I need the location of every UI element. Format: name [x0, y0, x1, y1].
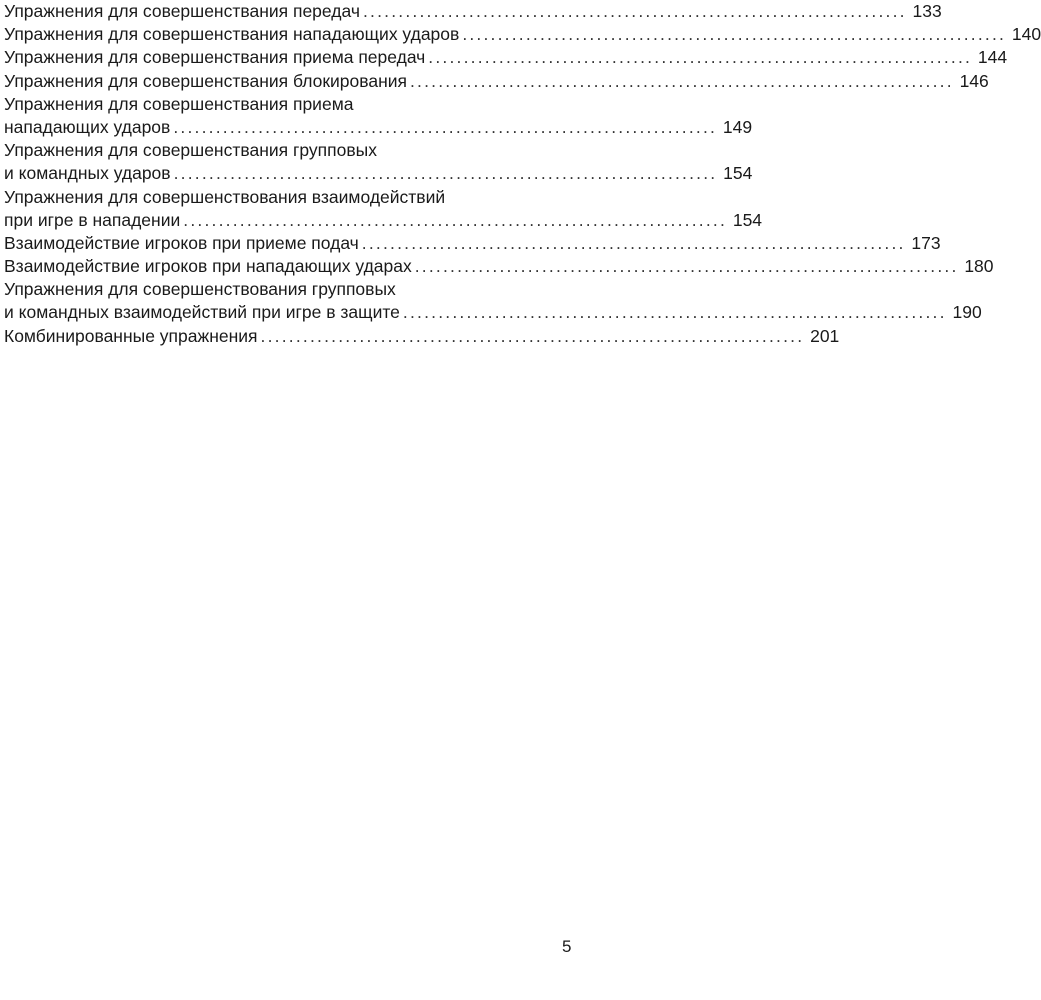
toc-entry-page: 133	[912, 1, 942, 21]
toc-dot-leader: .............................................................................	[362, 1, 907, 21]
toc-entry	[4, 23, 1041, 46]
toc-entry-line	[4, 255, 994, 278]
toc-entry-title: Упражнения для совершенствования групповых	[4, 279, 396, 300]
toc-entry	[4, 186, 763, 232]
toc-entry-line	[4, 232, 941, 255]
toc-entry	[4, 0, 942, 23]
toc-entry-title: и командных ударов	[4, 163, 171, 184]
toc-dot-leader: .............................................................................	[173, 116, 718, 137]
toc-entry-page: 154	[732, 209, 763, 230]
toc-entry-title: Упражнения для совершенствания групповых	[4, 140, 377, 161]
toc-entry-title: нападающих ударов	[4, 116, 171, 137]
toc-dot-leader: .............................................................................	[428, 47, 973, 68]
toc-entry-page: 149	[722, 116, 753, 137]
toc-dot-leader: .............................................................................	[414, 256, 959, 277]
toc-entry	[4, 255, 994, 278]
toc-entry	[4, 93, 753, 139]
toc-entry-page: 173	[911, 232, 941, 253]
toc-entry-line	[4, 93, 570, 116]
toc-entry-line	[4, 0, 942, 23]
toc-entry-title: Взаимодействие игроков при нападающих ударах	[4, 256, 412, 277]
toc-entry-page: 201	[810, 325, 840, 346]
toc-dot-leader: .............................................................................	[361, 232, 906, 253]
toc-entry-title: Взаимодействие игроков при приеме подач	[4, 232, 359, 253]
toc-entry-line	[4, 325, 840, 348]
toc-dot-leader: .............................................................................	[402, 302, 947, 323]
toc-entry-line	[4, 46, 1008, 69]
toc-entry-page: 144	[977, 47, 1008, 68]
toc-entry-title: Упражнения для совершенствания приема передач	[4, 47, 426, 68]
toc-entry-page: 140	[1011, 24, 1041, 45]
toc-entry-title: Упражнения для совершенствания передач	[4, 1, 360, 21]
toc-entry-title: Упражнения для совершенствания блокирования	[4, 70, 407, 91]
toc-entry-page: 180	[964, 256, 994, 277]
toc-entry-title: Комбинированные упражнения	[4, 325, 258, 346]
toc-entry-page: 190	[952, 302, 982, 323]
toc-entry-title: Упражнения для совершенствания приема	[4, 93, 354, 114]
toc-dot-leader: .............................................................................	[260, 325, 805, 346]
toc-entry	[4, 46, 1008, 69]
toc-entry-line	[4, 139, 570, 162]
toc-entry-line	[4, 209, 763, 232]
toc-entry-line	[4, 186, 570, 209]
table-of-contents	[4, 0, 1041, 348]
toc-entry-line	[4, 278, 570, 301]
toc-dot-leader: .............................................................................	[183, 209, 728, 230]
toc-entry	[4, 325, 840, 348]
toc-entry	[4, 232, 941, 255]
toc-entry-title: Упражнения для совершенствования взаимодействий	[4, 186, 446, 207]
toc-entry	[4, 70, 989, 93]
toc-entry-title: и командных взаимодействий при игре в защите	[4, 302, 400, 323]
page-number: 5	[562, 937, 572, 956]
toc-entry-line	[4, 162, 753, 185]
toc-entry-title: при игре в нападении	[4, 209, 181, 230]
toc-entry	[4, 139, 753, 185]
toc-dot-leader: .............................................................................	[462, 24, 1007, 45]
toc-entry-line	[4, 23, 1041, 46]
toc-entry	[4, 278, 982, 324]
toc-entry-line	[4, 70, 989, 93]
toc-dot-leader: .............................................................................	[410, 70, 954, 91]
toc-entry-page: 146	[959, 70, 989, 91]
toc-entry-line	[4, 301, 982, 324]
toc-entry-page: 154	[723, 163, 753, 184]
toc-dot-leader: .............................................................................	[173, 163, 718, 184]
toc-entry-title: Упражнения для совершенствания нападающих ударов	[4, 24, 460, 45]
toc-entry-line	[4, 116, 753, 139]
